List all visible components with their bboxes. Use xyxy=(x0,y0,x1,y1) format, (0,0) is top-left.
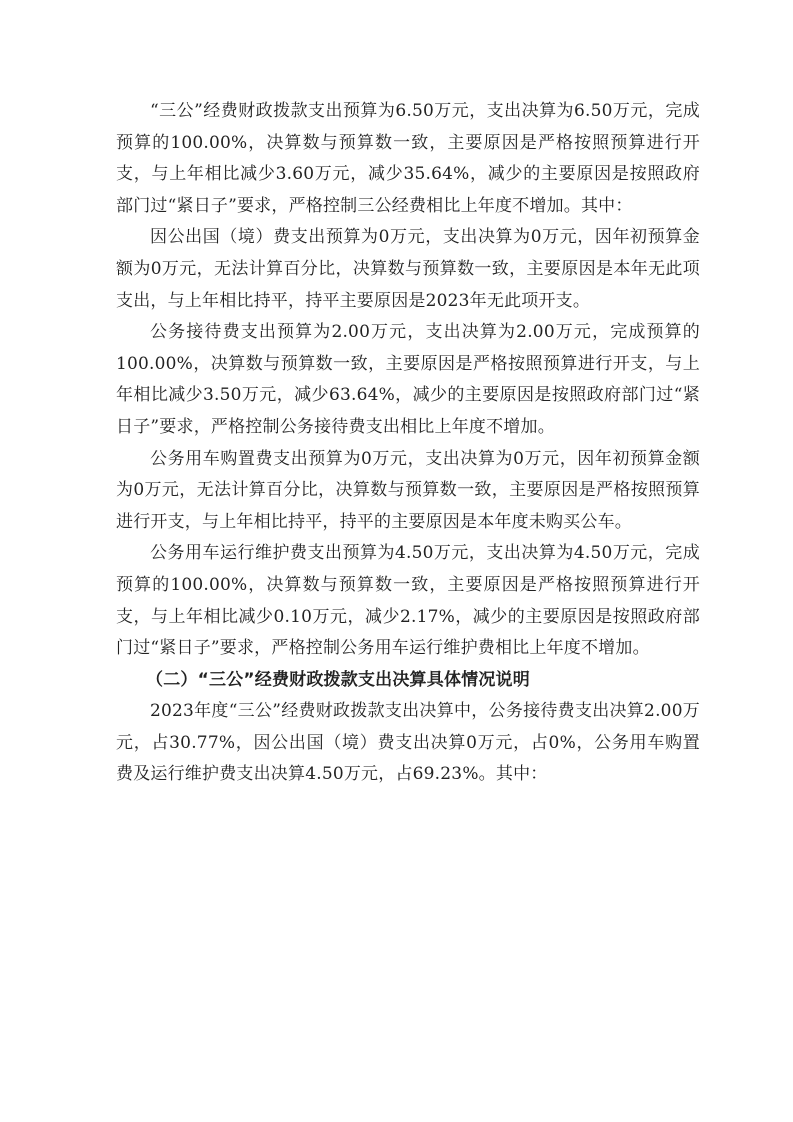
paragraph-three-public-overview: “三公”经费财政拨款支出预算为6.50万元，支出决算为6.50万元，完成预算的100.00%，决算数与预算数一致，主要原因是严格按照预算进行开支，与上年相比减少3.60万元，减少35.64%，减少的主要原因是按照政府部门过“紧日子”要求，严格控制三公经费相比上年度不增加。其中： xyxy=(116,101,700,216)
paragraph-vehicle-maintenance: 公务用车运行维护费支出预算为4.50万元，支出决算为4.50万元，完成预算的100.00%，决算数与预算数一致，主要原因是严格按照预算进行开支，与上年相比减少0.10万元，减少2.17%，减少的主要原因是按照政府部门过“紧日子”要求，严格控制公务用车运行维护费相比上年度不增加。 xyxy=(116,543,700,659)
paragraph-section-detail: 2023年度“三公”经费财政拨款支出决算中，公务接待费支出决算2.00万元，占30.77%，因公出国（境）费支出决算0万元，占0%，公务用车购置费及运行维护费支出决算4.50万元，占69.23%。其中： xyxy=(116,701,700,785)
paragraph-official-reception: 公务接待费支出预算为2.00万元，支出决算为2.00万元，完成预算的100.00%，决算数与预算数一致，主要原因是严格按照预算进行开支，与上年相比减少3.50万元，减少63.64%，减少的主要原因是按照政府部门过“紧日子”要求，严格控制公务接待费支出相比上年度不增加。 xyxy=(116,322,700,437)
paragraph-vehicle-purchase: 公务用车购置费支出预算为0万元，支出决算为0万元，因年初预算金额为0万元，无法计算百分比，决算数与预算数一致，主要原因是严格按照预算进行开支，与上年相比持平，持平的主要原因是本年度未购买公车。 xyxy=(116,448,700,532)
section-heading: （二）“三公”经费财政拨款支出决算具体情况说明 xyxy=(146,669,530,690)
paragraph-overseas-travel: 因公出国（境）费支出预算为0万元，支出决算为0万元，因年初预算金额为0万元，无法计算百分比，决算数与预算数一致，主要原因是本年无此项支出，与上年相比持平，持平主要原因是2023年无此项开支。 xyxy=(116,227,700,311)
document-body xyxy=(116,96,700,791)
